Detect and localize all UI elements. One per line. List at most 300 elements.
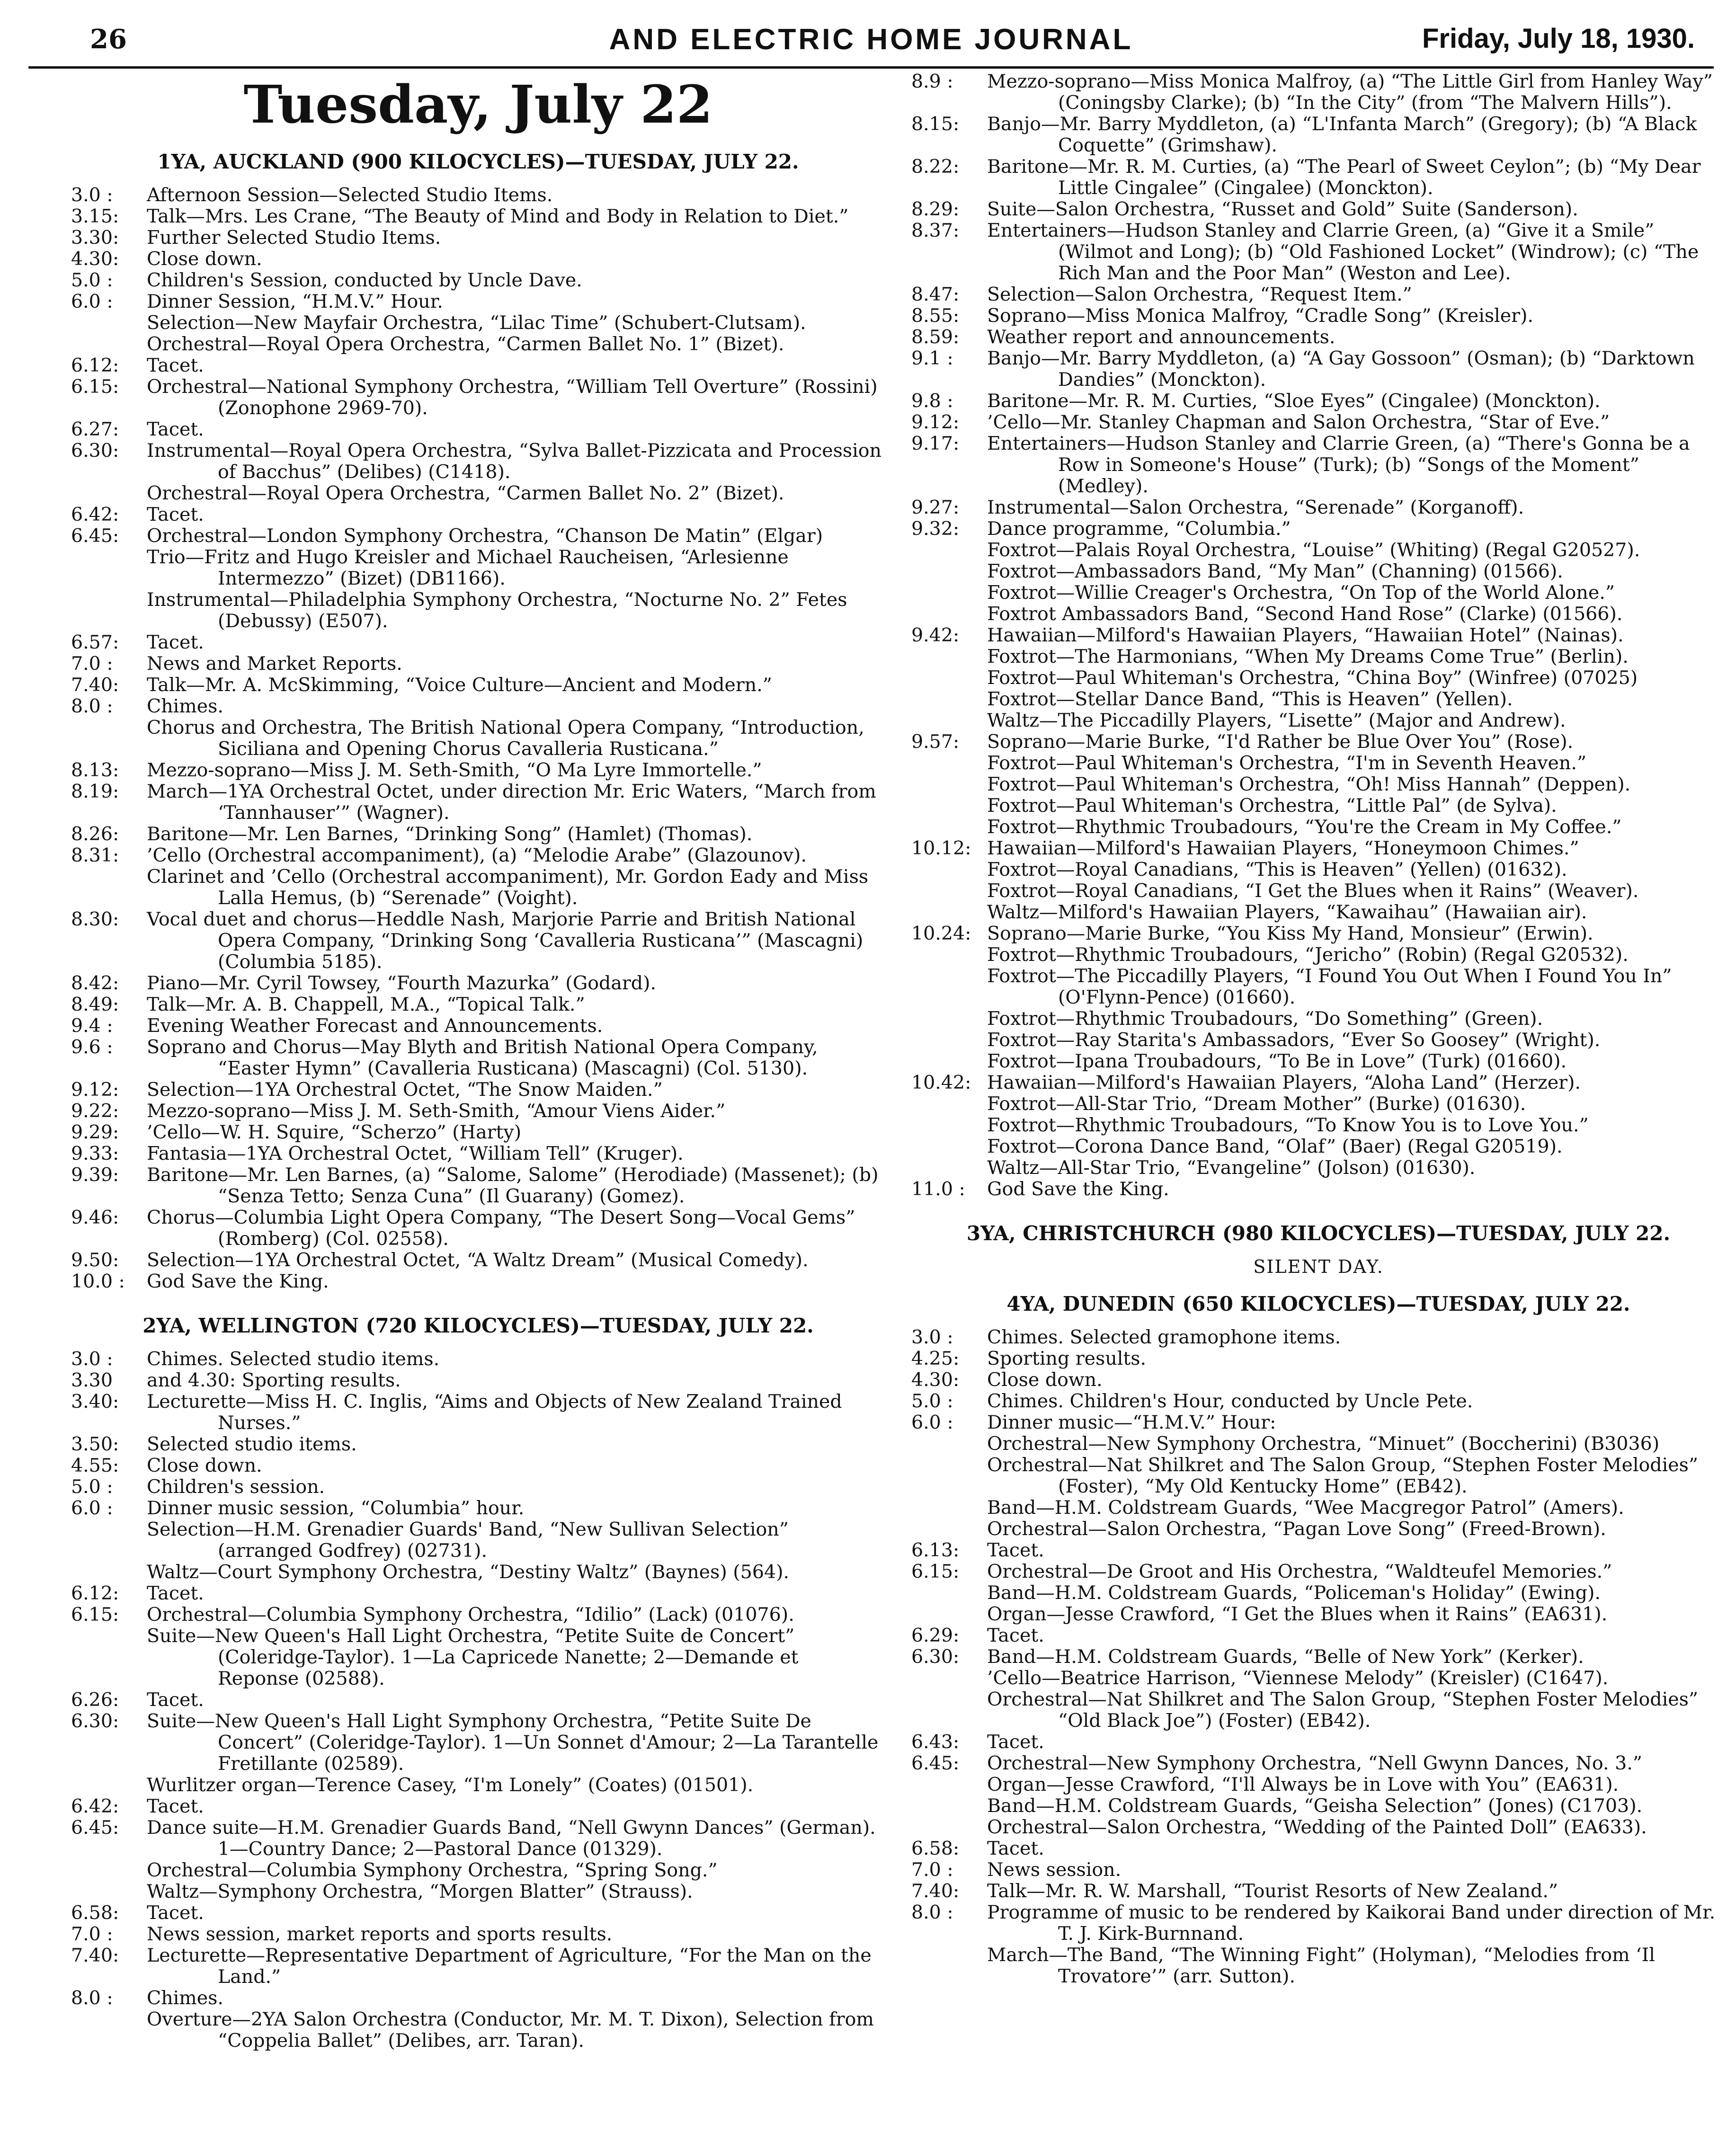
programme-entry [911,1455,1726,1497]
programme-entry [71,1250,885,1271]
programme-entry [911,817,1726,838]
entry-text: Foxtrot—Stellar Dance Band, “This is Heaven” (Yellen). [987,688,1513,710]
entry-time: 9.8 : [911,390,953,412]
entry-text: Suite—New Queen's Hall Light Symphony Orchestra, “Petite Suite De Concert” (Coleridge-Taylor). 1—Un Sonnet d'Amour; 2—La Tarantelle Fretillante (02589). [147,1710,879,1775]
entry-time [911,1689,987,1732]
entry-text: Chimes. [147,695,223,717]
entry-text: Orchestral—Columbia Symphony Orchestra, “Idilio” (Lack) (01076). [147,1604,794,1626]
programme-entry [71,675,885,696]
programme-entry [71,1101,885,1122]
entry-time [911,1945,987,1987]
entry-text: Selection—New Mayfair Orchestra, “Lilac Time” (Schubert-Clutsam). [147,312,806,334]
entry-text: Chimes. [147,1987,223,2009]
programme-entry [71,1796,885,1817]
entry-time: 10.0 : [71,1270,125,1292]
programme-entry [71,781,885,824]
entry-text: Lecturette—Representative Department of Agriculture, “For the Man on the Land.” [147,1945,872,1988]
entry-text: News and Market Reports. [147,653,402,675]
entry-text: Foxtrot—Rhythmic Troubadours, “To Know You is to Love You.” [987,1114,1589,1136]
programme-entry [71,1519,885,1562]
entry-text: ’Cello—W. H. Squire, “Scherzo” (Harty) [147,1121,522,1143]
entry-time: 6.43: [911,1731,960,1753]
entry-text: God Save the King. [147,1270,329,1292]
entry-time: 6.42: [71,1795,119,1817]
programme-entry [911,540,1726,561]
entry-text: Vocal duet and chorus—Heddle Nash, Marjorie Parrie and British National Opera Company, “Drinking Song ‘Cavalleria Rusticana’” (Mascagni) (Columbia 5185). [147,908,864,973]
entry-time [71,1860,147,1881]
entry-time: 6.30: [911,1646,960,1668]
entry-time: 8.26: [71,823,119,845]
entry-text: Mezzo-soprano—Miss Monica Malfroy, (a) “The Little Girl from Hanley Way” (Coningsby Clarke); (b) “In the City” (from “The Malvern Hills”). [987,71,1713,114]
entry-text: Organ—Jesse Crawford, “I'll Always be in Love with You” (EA631). [987,1774,1619,1795]
auckland-programme [71,185,885,1292]
programme-entry [911,646,1726,667]
programme-entry [71,1626,885,1689]
programme-entry [911,731,1726,753]
entry-time [71,334,147,355]
entry-text: Sporting results. [987,1348,1147,1369]
issue-date: Friday, July 18, 1930. [1422,23,1695,54]
entry-time: 7.40: [71,674,119,696]
programme-entry [911,1072,1726,1093]
entry-time [911,1433,987,1455]
entry-time: 6.12: [71,1582,119,1604]
programme-entry [911,1497,1726,1519]
entry-time: 8.42: [71,972,119,994]
entry-time [911,966,987,1008]
entry-time: 10.12: [911,837,971,859]
programme-entry [911,966,1726,1008]
programme-entry [911,1668,1726,1689]
entry-text: Close down. [147,1455,262,1476]
entry-time: 8.0 : [911,1901,953,1923]
programme-entry [71,824,885,845]
entry-time [71,1775,147,1796]
programme-entry [911,625,1726,646]
programme-entry [911,1051,1726,1072]
entry-text: Foxtrot—Willie Creager's Orchestra, “On Top of the World Alone.” [987,582,1615,604]
programme-entry [71,1143,885,1164]
entry-time [911,774,987,795]
entry-text: Foxtrot—Paul Whiteman's Orchestra, “I'm in Seventh Heaven.” [987,752,1587,774]
entry-time: 8.31: [71,844,119,866]
programme-entry [911,220,1726,284]
entry-text: Band—H.M. Coldstream Guards, “Geisha Selection” (Jones) (C1703). [987,1795,1643,1817]
entry-text: Foxtrot—Rhythmic Troubadours, “Do Something” (Green). [987,1008,1543,1030]
entry-time [911,753,987,774]
entry-time [71,1562,147,1583]
entry-text: Soprano and Chorus—May Blyth and British National Opera Company, “Easter Hymn” (Cavalleria Rusticana) (Mascagni) (Col. 5130). [147,1036,818,1079]
programme-entry [911,1115,1726,1136]
programme-entry [911,1646,1726,1668]
entry-time: 6.45: [71,1817,119,1839]
programme-entry [911,667,1726,689]
entry-time: 9.32: [911,518,960,540]
entry-text: Waltz—Symphony Orchestra, “Morgen Blatter” (Strauss). [147,1881,693,1902]
entry-time: 8.29: [911,198,960,220]
entry-text: Foxtrot—Paul Whiteman's Orchestra, “Little Pal” (de Sylva). [987,795,1557,817]
entry-time: 9.6 : [71,1036,113,1058]
entry-text: Orchestral—Columbia Symphony Orchestra, “Spring Song.” [147,1859,718,1881]
entry-time [911,1817,987,1838]
entry-time: 9.17: [911,433,960,454]
entry-text: Children's Session, conducted by Uncle Dave. [147,269,582,291]
programme-entry [71,1775,885,1796]
programme-entry [71,632,885,653]
programme-entry [71,1164,885,1207]
programme-entry [911,1753,1726,1774]
entry-text: Selection—1YA Orchestral Octet, “The Snow Maiden.” [147,1079,663,1101]
programme-entry [911,156,1726,199]
programme-entry [911,518,1726,540]
programme-entry [71,525,885,547]
entry-text: Mezzo-soprano—Miss J. M. Seth-Smith, “Amour Viens Aider.” [147,1100,726,1122]
programme-entry [911,774,1726,795]
entry-text: Selection—1YA Orchestral Octet, “A Waltz Dream” (Musical Comedy). [147,1249,809,1271]
entry-text: Baritone—Mr. R. M. Curties, (a) “The Pearl of Sweet Ceylon”; (b) “My Dear Little Cingalee” (Cingalee) (Monckton). [987,156,1701,199]
entry-time: 6.27: [71,418,119,440]
programme-entry [71,1945,885,1988]
programme-entry [71,1434,885,1455]
entry-text: Soprano—Marie Burke, “I'd Rather be Blue Over You” (Rose). [987,731,1574,753]
entry-time: 9.39: [71,1164,119,1186]
entry-text: Tacet. [987,1625,1044,1646]
entry-text: Foxtrot—Rhythmic Troubadours, “Jericho” (Robin) (Regal G20532). [987,944,1629,966]
programme-entry [911,1774,1726,1795]
entry-time: 8.9 : [911,71,953,92]
entry-time [911,561,987,582]
entry-text: Instrumental—Salon Orchestra, “Serenade” (Korganoff). [987,497,1524,518]
entry-time: 4.25: [911,1348,960,1369]
entry-time: 3.0 : [911,1326,953,1348]
programme-entry [911,497,1726,518]
entry-text: Tacet. [987,1838,1044,1859]
programme-entry [911,859,1726,880]
entry-time: 6.0 : [911,1412,953,1433]
entry-text: Mezzo-soprano—Miss J. M. Seth-Smith, “O Ma Lyre Immortelle.” [147,759,762,781]
entry-time [71,1626,147,1689]
programme-entry [71,1689,885,1711]
entry-time: 7.40: [911,1880,960,1902]
entry-text: Hawaiian—Milford's Hawaiian Players, “Hawaiian Hotel” (Nainas). [987,624,1624,646]
entry-time [911,859,987,880]
programme-entry [911,561,1726,582]
programme-entry [911,305,1726,327]
entry-text: ’Cello (Orchestral accompaniment), (a) “Melodie Arabe” (Glazounov). [147,844,807,866]
programme-entry [911,1540,1726,1561]
entry-time: 3.30: [71,227,119,249]
entry-text: Orchestral—Royal Opera Orchestra, “Carmen Ballet No. 2” (Bizet). [147,482,784,504]
entry-time: 9.57: [911,731,960,753]
programme-entry [911,71,1726,114]
programme-entry [71,1881,885,1902]
entry-time: 6.30: [71,440,119,462]
programme-entry [71,1455,885,1476]
entry-time: 8.0 : [71,1987,113,2009]
entry-time [911,880,987,902]
programme-entry [71,717,885,760]
entry-time: 8.49: [71,994,119,1015]
entry-text: Talk—Mr. A. B. Chappell, M.A., “Topical Talk.” [147,994,585,1015]
entry-time [911,1115,987,1136]
programme-entry [71,1079,885,1101]
programme-entry [71,845,885,866]
entry-text: Banjo—Mr. Barry Myddleton, (a) “L'Infanta March” (Gregory); (b) “A Black Coquette” (Grimshaw). [987,113,1697,156]
wellington-programme-continued [911,71,1726,1200]
entry-text: Baritone—Mr. Len Barnes, (a) “Salome, Salome” (Herodiade) (Massenet); (b) “Senza Tetto; Senza Cuna” (Il Guarany) (Gomez). [147,1164,879,1207]
entry-time: 9.12: [911,411,960,433]
programme-entry [911,1795,1726,1817]
entry-time: 6.58: [911,1838,960,1859]
programme-entry [911,284,1726,305]
entry-text: Orchestral—New Symphony Orchestra, “Minuet” (Boccherini) (B3036) [987,1433,1660,1455]
entry-time: 5.0 : [911,1390,953,1412]
entry-time [911,1008,987,1030]
entry-text: Close down. [987,1369,1103,1391]
entry-time [71,589,147,632]
programme-entry [71,1817,885,1860]
programme-entry [71,2009,885,2052]
programme-entry [71,1349,885,1370]
programme-entry [911,1689,1726,1732]
entry-text: Tacet. [987,1731,1044,1753]
entry-text: Band—H.M. Coldstream Guards, “Wee Macgregor Patrol” (Amers). [987,1497,1624,1519]
programme-entry [71,419,885,440]
entry-text: Dinner Session, “H.M.V.” Hour. [147,291,443,312]
programme-entry [911,582,1726,604]
programme-entry [71,1370,885,1391]
station-heading-auckland: 1YA, AUCKLAND (900 KILOCYCLES)—TUESDAY, JULY 22. [157,150,799,173]
entry-time [911,1668,987,1689]
programme-entry [71,376,885,419]
entry-time: 6.0 : [71,1497,113,1519]
programme-entry [71,973,885,994]
programme-entry [71,909,885,973]
entry-text: Dance programme, “Columbia.” [987,518,1291,540]
entry-text: Selected studio items. [147,1433,357,1455]
programme-entry [911,753,1726,774]
entry-time: 9.22: [71,1100,119,1122]
entry-time: 6.0 : [71,291,113,312]
programme-entry [71,1271,885,1292]
entry-text: Band—H.M. Coldstream Guards, “Policeman's Holiday” (Ewing). [987,1582,1601,1604]
programme-entry [71,1207,885,1250]
entry-time: 8.0 : [71,695,113,717]
programme-entry [71,1498,885,1519]
entry-time: 9.29: [71,1121,119,1143]
entry-time: 8.19: [71,781,119,802]
programme-entry [71,249,885,270]
left-column [71,71,885,2052]
programme-entry [911,689,1726,710]
entry-time: 4.30: [911,1369,960,1391]
entry-time: 8.30: [71,908,119,930]
entry-time: 6.42: [71,504,119,525]
entry-time: 6.45: [71,525,119,547]
entry-text: Orchestral—London Symphony Orchestra, “Chanson De Matin” (Elgar) [147,525,823,547]
entry-text: Orchestral—Salon Orchestra, “Wedding of the Painted Doll” (EA633). [987,1816,1647,1838]
entry-time: 10.42: [911,1072,971,1093]
entry-time [71,312,147,334]
entry-text: Selection—H.M. Grenadier Guards' Band, “New Sullivan Selection” (arranged Godfrey) (02731). [147,1519,789,1562]
programme-entry [911,923,1726,944]
station-heading-wellington: 2YA, WELLINGTON (720 KILOCYCLES)—TUESDAY, JULY 22. [142,1314,814,1337]
entry-time [71,866,147,909]
entry-text: Organ—Jesse Crawford, “I Get the Blues when it Rains” (EA631). [987,1603,1608,1625]
programme-entry [71,1902,885,1924]
entry-time: 7.0 : [71,653,113,675]
entry-time: 4.30: [71,248,119,270]
programme-entry [911,1582,1726,1604]
programme-entry [71,1924,885,1945]
entry-time [911,540,987,561]
programme-entry [911,327,1726,348]
dunedin-programme [911,1327,1726,1987]
entry-text: Further Selected Studio Items. [147,227,441,249]
entry-text: Foxtrot—Palais Royal Orchestra, “Louise” (Whiting) (Regal G20527). [987,539,1640,561]
programme-entry [911,1902,1726,1945]
programme-entry [911,433,1726,497]
programme-entry [911,348,1726,391]
programme-entry [911,1008,1726,1030]
entry-time [911,1455,987,1497]
entry-time: 8.13: [71,759,119,781]
entry-text: March—The Band, “The Winning Fight” (Holyman), “Melodies from ‘Il Trovatore’” (arr. Sutton). [987,1944,1655,1987]
programme-entry [71,440,885,483]
entry-text: Chorus—Columbia Light Opera Company, “The Desert Song—Vocal Gems” (Romberg) (Col. 02558). [147,1207,855,1250]
entry-text: Entertainers—Hudson Stanley and Clarrie Green, (a) “Give it a Smile” (Wilmot and Long); (b) “Old Fashioned Locket” (Windrow); (c) “The Rich Man and the Poor Man” (Weston and Lee). [987,220,1699,284]
entry-time: 9.4 : [71,1015,113,1037]
programme-entry [911,1093,1726,1115]
entry-text: Chimes. Children's Hour, conducted by Uncle Pete. [987,1390,1473,1412]
programme-entry [911,1136,1726,1157]
programme-entry [71,653,885,675]
programme-entry [911,1369,1726,1391]
programme-entry [911,1604,1726,1625]
station-heading-dunedin: 4YA, DUNEDIN (650 KILOCYCLES)—TUESDAY, JULY 22. [1006,1292,1630,1315]
entry-time: 9.1 : [911,347,953,369]
entry-text: Foxtrot Ambassadors Band, “Second Hand Rose” (Clarke) (01566). [987,603,1623,625]
day-title: Tuesday, July 22 [243,74,713,135]
programme-entry [71,504,885,525]
entry-time [71,1881,147,1902]
programme-entry [911,1030,1726,1051]
programme-entry [911,710,1726,731]
programme-entry [71,696,885,717]
entry-time [911,667,987,689]
entry-time: 5.0 : [71,269,113,291]
entry-time [911,1604,987,1625]
entry-text: Foxtrot—Ambassadors Band, “My Man” (Channing) (01566). [987,560,1563,582]
entry-text: Instrumental—Philadelphia Symphony Orchestra, “Nocturne No. 2” Fetes (Debussy) (E507). [147,589,847,632]
programme-entry [911,1817,1726,1838]
entry-time: 8.22: [911,156,960,178]
entry-text: Orchestral—De Groot and His Orchestra, “Waldteufel Memories.” [987,1561,1612,1582]
entry-text: Dance suite—H.M. Grenadier Guards Band, “Nell Gwynn Dances” (German). 1—Country Dance; 2—Pastoral Dance (01329). [147,1817,876,1860]
entry-time [911,1093,987,1115]
programme-entry [71,1988,885,2009]
entry-text: Tacet. [147,418,204,440]
programme-entry [71,1583,885,1604]
entry-text: Tacet. [147,1582,204,1604]
programme-entry [911,1348,1726,1369]
programme-entry [71,866,885,909]
programme-entry [911,944,1726,966]
programme-entry [71,1037,885,1079]
entry-time [71,483,147,504]
programme-entry [911,1433,1726,1455]
entry-text: Foxtrot—Royal Canadians, “This is Heaven” (Yellen) (01632). [987,859,1567,880]
programme-entry [71,270,885,291]
entry-text: Selection—Salon Orchestra, “Request Item.” [987,284,1412,305]
entry-time [71,1519,147,1562]
entry-text: Waltz—Milford's Hawaiian Players, “Kawaihau” (Hawaiian air). [987,901,1587,923]
programme-entry [71,355,885,376]
entry-text: Orchestral—Nat Shilkret and The Salon Group, “Stephen Foster Melodies” (Foster), “My Old Kentucky Home” (EB42). [987,1454,1699,1497]
entry-time: 6.57: [71,631,119,653]
entry-text: Hawaiian—Milford's Hawaiian Players, “Honeymoon Chimes.” [987,837,1579,859]
entry-text: Close down. [147,248,262,270]
entry-time: 6.13: [911,1539,960,1561]
programme-entry [911,1327,1726,1348]
entry-text: Programme of music to be rendered by Kaikorai Band under direction of Mr. T. J. Kirk-Burnnand. [987,1901,1716,1945]
entry-time: 6.15: [911,1561,960,1582]
entry-text: Dinner music—“H.M.V.” Hour: [987,1412,1276,1433]
entry-time [911,1051,987,1072]
entry-text: ’Cello—Beatrice Harrison, “Viennese Melody” (Kreisler) (C1647). [987,1667,1609,1689]
entry-time [911,604,987,625]
programme-entry [911,1732,1726,1753]
entry-time [911,1157,987,1179]
entry-text: Chimes. Selected studio items. [147,1348,440,1370]
page-number: 26 [90,24,127,55]
entry-text: Tacet. [147,504,204,525]
programme-entry [911,838,1726,859]
programme-entry [911,880,1726,902]
entry-time [911,1795,987,1817]
entry-text: News session. [987,1859,1122,1881]
entry-time [911,1582,987,1604]
programme-entry [71,227,885,249]
entry-text: Hawaiian—Milford's Hawaiian Players, “Aloha Land” (Herzer). [987,1072,1581,1093]
entry-text: ’Cello—Mr. Stanley Chapman and Salon Orchestra, “Star of Eve.” [987,411,1610,433]
programme-entry [71,1391,885,1434]
entry-time: 3.0 : [71,184,113,206]
entry-text: Band—H.M. Coldstream Guards, “Belle of New York” (Kerker). [987,1646,1584,1668]
entry-time [911,710,987,731]
entry-text: Foxtrot—Ray Starita's Ambassadors, “Ever So Goosey” (Wright). [987,1029,1601,1051]
entry-text: News session, market reports and sports results. [147,1923,613,1945]
programme-entry [71,1711,885,1775]
programme-entry [71,1860,885,1881]
entry-text: Fantasia—1YA Orchestral Octet, “William Tell” (Kruger). [147,1143,684,1164]
programme-entry [71,1476,885,1498]
entry-time: 9.27: [911,497,960,518]
entry-text: Soprano—Miss Monica Malfroy, “Cradle Song” (Kreisler). [987,305,1534,327]
entry-text: Overture—2YA Salon Orchestra (Conductor, Mr. M. T. Dixon), Selection from “Coppelia Ballet” (Delibes, arr. Taran). [147,2008,874,2052]
entry-text: Waltz—The Piccadilly Players, “Lisette” (Major and Andrew). [987,710,1566,731]
programme-entry [911,1838,1726,1859]
entry-text: Afternoon Session—Selected Studio Items. [147,184,553,206]
programme-entry [71,994,885,1015]
entry-time: 8.59: [911,326,960,348]
programme-entry [71,1604,885,1626]
programme-entry [71,483,885,504]
entry-time: 3.0 : [71,1348,113,1370]
entry-text: Tacet. [147,631,204,653]
entry-text: Lecturette—Miss H. C. Inglis, “Aims and Objects of New Zealand Trained Nurses.” [147,1391,842,1434]
programme-entry [911,1945,1726,1987]
